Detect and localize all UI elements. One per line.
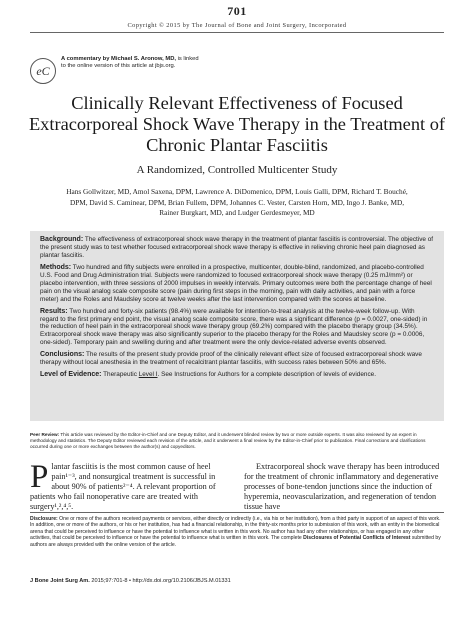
disclosure-end: submitted by authors are always provided with the online version of the article. <box>30 535 441 548</box>
methods-label: Methods: <box>40 263 72 271</box>
abstract-results <box>40 308 434 348</box>
results-label: Results: <box>40 307 68 315</box>
conclusions-label: Conclusions: <box>40 351 85 359</box>
author-list: Hans Gollwitzer, MD, Amol Saxena, DPM, Lawrence A. DiDomenico, DPM, Louis Galli, DPM, Richard T. Bouché, DPM, David S. Caminear, DPM, Brian Fullem, DPM, Johannes C. Vester, Carsten Horn, MD, Ingo J. Banke, MD, Rainer Burgkart, MD, and Ludger Gerdesmeyer, MD <box>66 187 408 217</box>
level-link[interactable]: Level I <box>138 371 158 379</box>
level-text-post: . See Instructions for Authors for a complete description of levels of evidence. <box>157 371 376 379</box>
body-left-text: lantar fasciitis is the most common cause of heel pain¹⁻³, and nonsurgical treatment is successful in about 90% of patients²⁻⁴. A relevant proportion of patients who fail nonoperative care are treated with surgery¹,²,⁴,⁵. <box>30 462 216 511</box>
disclosure-label: Disclosure: <box>30 516 58 522</box>
abstract-background <box>40 236 434 260</box>
article-subtitle: A Randomized, Controlled Multicenter Study <box>136 164 338 176</box>
drop-cap: P <box>30 459 49 495</box>
commentary-lead: A commentary by Michael S. Aronow, MD, <box>61 56 176 62</box>
abstract-conclusions <box>40 351 434 367</box>
peer-review-note <box>30 432 444 450</box>
commentary-text <box>61 56 201 70</box>
page-number: 701 <box>227 4 247 18</box>
disclosure-note <box>30 516 444 548</box>
copyright-line: Copyright © 2015 by The Journal of Bone and Joint Surgery, Incorporated <box>127 22 347 29</box>
header-rule <box>30 32 444 33</box>
article-title: Clinically Relevant Effectiveness of Focused Extracorporeal Shock Wave Therapy in the Treatment of Chronic Plantar Fasciitis <box>28 93 446 155</box>
methods-text: Two hundred and fifty subjects were enrolled in a prospective, multicenter, double-blind, randomized, and placebo-controlled U.S. Food and Drug Administration trial. Subjects were randomized to focused extracorporeal shock wave therapy (0.25 mJ/mm²) or placebo intervention, with three sessions of 2000 impulses in weekly intervals. Primary outcomes were both the percentage change of heel pain on the visual analog scale composite score (pain during first steps in the morning, pain with daily activities, and pain with a force meter) and the Roles and Maudsley score at twelve weeks after the last intervention compared with the scores at baseline. <box>40 263 432 303</box>
footer-journal: J Bone Joint Surg Am. <box>30 578 90 584</box>
peer-review-text: This article was reviewed by the Editor-in-Chief and one Deputy Editor, and it underwent blinded review by two or more outside experts. It was also reviewed by an expert in methodology and statistics. The Deputy Editor reviewed each revision of the article, and it underwent a final review by the Editor-in-Chief prior to publication. Final corrections and clarifications occurred during one or more exchanges between the author(s) and copyeditors. <box>30 432 426 449</box>
disclosure-text: One or more of the authors received payments or services, either directly or indirectly (i.e., via his or her institution), from a third party in support of an aspect of this work. In addition, one or more of the authors, or his or her institution, has had a financial relationship, in the thirty-six months prior to submission of this work, with an entity in the biomedical arena that could be perceived to influence or have the potential to influence what is written in this work. No author has had any other relationships, or has engaged in any other activities, that could be perceived to influence or have the potential to influence what is written in this work. The complete <box>30 516 441 542</box>
disclosure-bold-tail[interactable]: Disclosures of Potential Conflicts of Interest <box>303 535 411 542</box>
level-label: Level of Evidence: <box>40 371 102 379</box>
abstract-methods <box>40 264 434 304</box>
footer-citation <box>30 578 444 584</box>
background-label: Background: <box>40 236 84 243</box>
ec-commentary-icon: eC <box>30 58 56 84</box>
conclusions-text: The results of the present study provide proof of the clinically relevant effect size of focused extracorporeal shock wave therapy without local anesthesia in the treatment of recalcitrant plantar fasciitis, with success rates between 50% and 65%. <box>40 351 422 367</box>
results-text: Two hundred and forty-six patients (98.4%) were available for intention-to-treat analysis at the twelve-week follow-up. With regard to the first primary end point, the visual analog scale composite score, there was a significant difference (p = 0.0027, one-sided) in the reduction of heel pain in the extracorporeal shock wave therapy group (69.2%) compared with the placebo therapy group (34.5%). Extracorporeal shock wave therapy was also significantly superior to the placebo therapy for the Roles and Maudsley score (p = 0.0006, one-sided). Temporary pain and swelling during and after treatment were the only device-related adverse events observed. <box>40 307 428 347</box>
body-column-right: Extracorporeal shock wave therapy has been introduced for the treatment of chronic inflammatory and degenerative processes of bone-tendon junctions since the induction of hyperemia, neovascularization, and regeneration of tendon tissue have <box>244 462 440 511</box>
footer-doi[interactable]: 2015;97:701-8 • http://dx.doi.org/10.2106/JBJS.M.01331 <box>91 578 231 584</box>
peer-review-label: Peer Review: <box>30 432 60 437</box>
abstract-level <box>40 371 434 379</box>
background-text: The effectiveness of extracorporeal shock wave therapy in the treatment of plantar fasciitis is controversial. The objective of the present study was to test whether focused extracorporeal shock wave therapy is effective in relieving chronic heel pain diagnosed as plantar fasciitis. <box>40 236 434 259</box>
body-column-left <box>30 459 230 512</box>
commentary-rest: is linked to the online version of this article at jbjs.org. <box>61 56 199 70</box>
commentary-note[interactable] <box>30 56 199 88</box>
abstract-box <box>30 231 444 421</box>
disclosure-rule <box>30 512 444 513</box>
level-text-pre: Therapeutic <box>103 371 137 379</box>
